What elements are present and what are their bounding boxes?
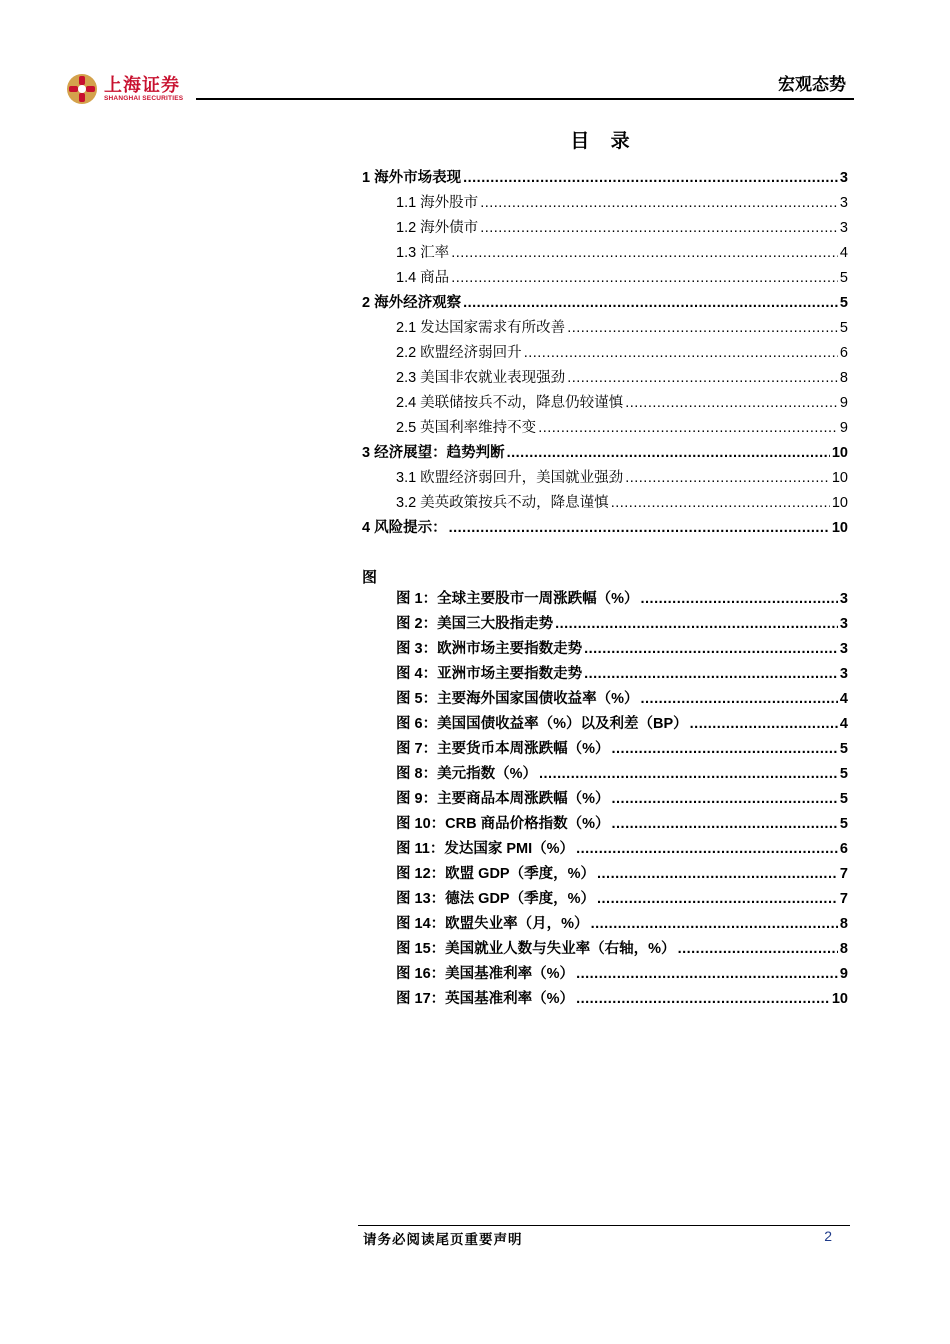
toc-entry[interactable]: 2.5 英国利率维持不变 ..... 9	[362, 416, 848, 441]
toc-entry[interactable]: 2.4 美联储按兵不动，降息仍较谨慎 ..... 9	[362, 391, 848, 416]
page-number: 2	[824, 1228, 832, 1244]
toc-entry[interactable]: 3 经济展望：趋势判断 ..... 10	[362, 441, 848, 466]
figure-entry[interactable]: 图 3：欧洲市场主要指数走势 ..... 3	[396, 637, 848, 662]
figure-entry[interactable]: 图 4：亚洲市场主要指数走势 ..... 3	[396, 662, 848, 687]
figure-entry[interactable]: 图 13：德法 GDP（季度，%） ..... 7	[396, 887, 848, 912]
toc-entry[interactable]: 2.3 美国非农就业表现强劲 ..... 8	[362, 366, 848, 391]
figure-entry[interactable]: 图 8：美元指数（%） ..... 5	[396, 762, 848, 787]
toc-entry[interactable]: 2.1 发达国家需求有所改善 ..... 5	[362, 316, 848, 341]
toc-entry[interactable]: 1 海外市场表现 ..... 3	[362, 166, 848, 191]
toc-title: 目 录	[570, 131, 638, 152]
logo-emblem-icon	[66, 73, 98, 105]
figure-entry[interactable]: 图 16：美国基准利率（%） ..... 9	[396, 962, 848, 987]
logo-english-name: SHANGHAI SECURITIES	[104, 94, 184, 102]
header-divider	[196, 98, 854, 100]
figure-entry[interactable]: 图 10：CRB 商品价格指数（%） ..... 5	[396, 812, 848, 837]
toc-entry[interactable]: 2 海外经济观察 ..... 5	[362, 291, 848, 316]
figure-entry[interactable]: 图 15：美国就业人数与失业率（右轴，%） ..... 8	[396, 937, 848, 962]
toc-entry[interactable]: 1.1 海外股市 ..... 3	[362, 191, 848, 216]
table-of-contents	[362, 166, 848, 541]
toc-entry[interactable]: 3.2 美英政策按兵不动，降息谨慎 ..... 10	[362, 491, 848, 516]
disclaimer-notice: 请务必阅读尾页重要声明	[363, 1232, 523, 1247]
toc-entry[interactable]: 3.1 欧盟经济弱回升，美国就业强劲 ..... 10	[362, 466, 848, 491]
toc-entry[interactable]: 4 风险提示： ..... 10	[362, 516, 848, 541]
figure-entry[interactable]: 图 9：主要商品本周涨跌幅（%） ..... 5	[396, 787, 848, 812]
list-of-figures	[396, 587, 848, 1012]
brand-logo	[66, 72, 183, 106]
figure-entry[interactable]: 图 14：欧盟失业率（月，%） ..... 8	[396, 912, 848, 937]
toc-entry[interactable]: 1.4 商品 ..... 5	[362, 266, 848, 291]
figure-entry[interactable]: 图 7：主要货币本周涨跌幅（%） ..... 5	[396, 737, 848, 762]
figure-entry[interactable]: 图 1：全球主要股市一周涨跌幅（%） ..... 3	[396, 587, 848, 612]
figure-entry[interactable]: 图 5：主要海外国家国债收益率（%） ..... 4	[396, 687, 848, 712]
figure-entry[interactable]: 图 6：美国国债收益率（%）以及利差（BP） ..... 4	[396, 712, 848, 737]
figure-list-heading: 图	[362, 569, 378, 586]
figure-entry[interactable]: 图 11：发达国家 PMI（%） ..... 6	[396, 837, 848, 862]
toc-entry[interactable]: 1.2 海外债市 ..... 3	[362, 216, 848, 241]
figure-entry[interactable]: 图 2：美国三大股指走势 ..... 3	[396, 612, 848, 637]
section-title: 宏观态势	[778, 75, 846, 94]
figure-entry[interactable]: 图 17：英国基准利率（%） ..... 10	[396, 987, 848, 1012]
toc-entry[interactable]: 2.2 欧盟经济弱回升 ..... 6	[362, 341, 848, 366]
figure-entry[interactable]: 图 12：欧盟 GDP（季度，%） ..... 7	[396, 862, 848, 887]
footer-divider	[358, 1225, 850, 1226]
toc-entry[interactable]: 1.3 汇率 ..... 4	[362, 241, 848, 266]
logo-chinese-name: 上海证券	[104, 74, 180, 95]
